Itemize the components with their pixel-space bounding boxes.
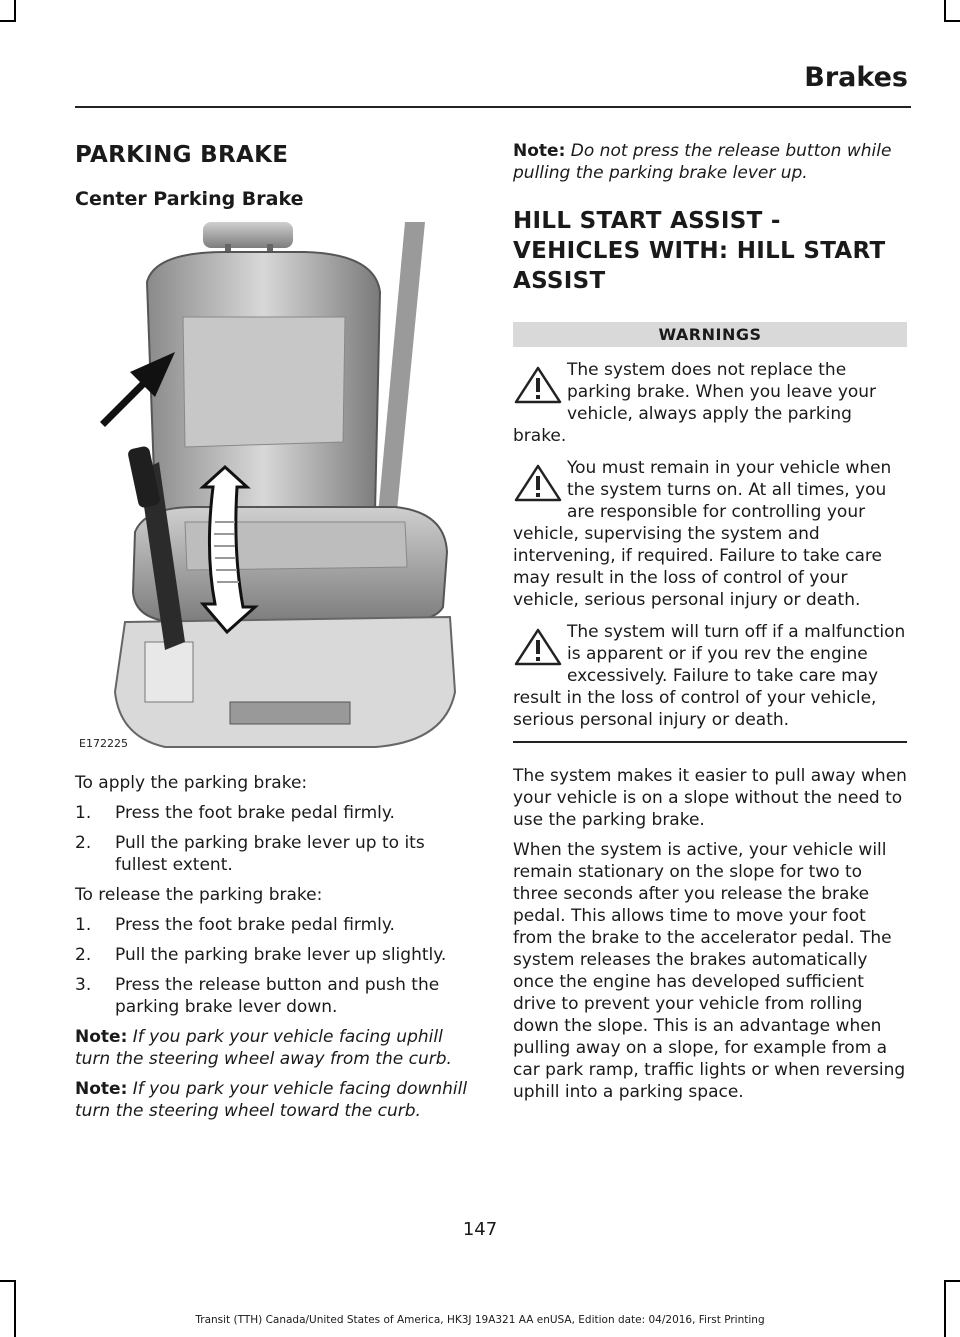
- warning-item: The system will turn off if a malfunction is apparent or if you rev the engine excessively. Failure to take care may result in the loss of control of your vehicle, serious personal injury or death.: [513, 622, 906, 730]
- release-steps: [75, 914, 475, 1018]
- note-release-button: Note: Do not press the release button while pulling the parking brake lever up.: [513, 141, 892, 183]
- left-column: [75, 140, 475, 1130]
- note-downhill: Note: If you park your vehicle facing downhill turn the steering wheel toward the curb.: [75, 1079, 468, 1121]
- list-item: 1. Press the foot brake pedal firmly.: [75, 915, 395, 935]
- warnings-end-rule: [513, 741, 907, 743]
- list-item: 1. Press the foot brake pedal firmly.: [75, 803, 395, 823]
- crop-mark: [944, 1280, 960, 1282]
- list-item: 2. Pull the parking brake lever up slightly.: [75, 945, 447, 965]
- crop-mark: [0, 20, 16, 22]
- warning-triangle-icon: [513, 365, 563, 405]
- figure-id: E172225: [79, 737, 128, 750]
- crop-mark: [944, 20, 960, 22]
- hill-start-para-1: The system makes it easier to pull away when your vehicle is on a slope without the need to use the parking brake.: [513, 766, 907, 830]
- warnings-band: WARNINGS: [513, 322, 907, 347]
- apply-steps: [75, 802, 475, 876]
- release-intro: To release the parking brake:: [75, 885, 323, 905]
- page-number: 147: [462, 1219, 498, 1240]
- crop-mark: [944, 1280, 946, 1337]
- crop-mark: [14, 1280, 16, 1337]
- header-rule: [75, 106, 911, 108]
- parking-brake-heading: PARKING BRAKE: [75, 142, 289, 168]
- apply-intro: To apply the parking brake:: [75, 773, 308, 793]
- hill-start-assist-heading: HILL START ASSIST - VEHICLES WITH: HILL START ASSIST: [513, 208, 886, 294]
- warning-triangle-icon: [513, 627, 563, 667]
- crop-mark: [0, 1280, 16, 1282]
- note-uphill: Note: If you park your vehicle facing uphill turn the steering wheel away from the curb.: [75, 1027, 452, 1069]
- section-title: Brakes: [804, 62, 908, 93]
- center-parking-brake-heading: Center Parking Brake: [75, 188, 304, 210]
- crop-mark: [944, 0, 946, 20]
- list-item: 2. Pull the parking brake lever up to its fullest extent.: [75, 833, 425, 875]
- warning-triangle-icon: [513, 463, 563, 503]
- warning-item: You must remain in your vehicle when the system turns on. At all times, you are responsible for controlling your vehicle, supervising the system and intervening, if required. Failure to take care may result in the loss of control of your vehicle, serious personal injury or death.: [513, 458, 892, 610]
- warning-item: The system does not replace the parking brake. When you leave your vehicle, always apply the parking brake.: [513, 360, 877, 446]
- crop-mark: [14, 0, 16, 20]
- right-column: [513, 140, 907, 1111]
- hill-start-para-2: When the system is active, your vehicle will remain stationary on the slope for two to three seconds after you release the brake pedal. This allows time to move your foot from the brake to the accelerator pedal. The system releases the brakes automatically once the engine has developed sufficient drive to prevent your vehicle from rolling down the slope. This is an advantage when pulling away on a slope, for example from a car park ramp, traffic lights or when reversing uphill into a parking space.: [513, 840, 906, 1102]
- seat-parking-brake-illustration: [75, 222, 459, 752]
- seat-illustration-svg: [75, 222, 459, 752]
- list-item: 3. Press the release button and push the parking brake lever down.: [75, 975, 440, 1017]
- footer-edition-info: Transit (TTH) Canada/United States of America, HK3J 19A321 AA enUSA, Edition date: 04/2016, First Printing: [195, 1314, 765, 1326]
